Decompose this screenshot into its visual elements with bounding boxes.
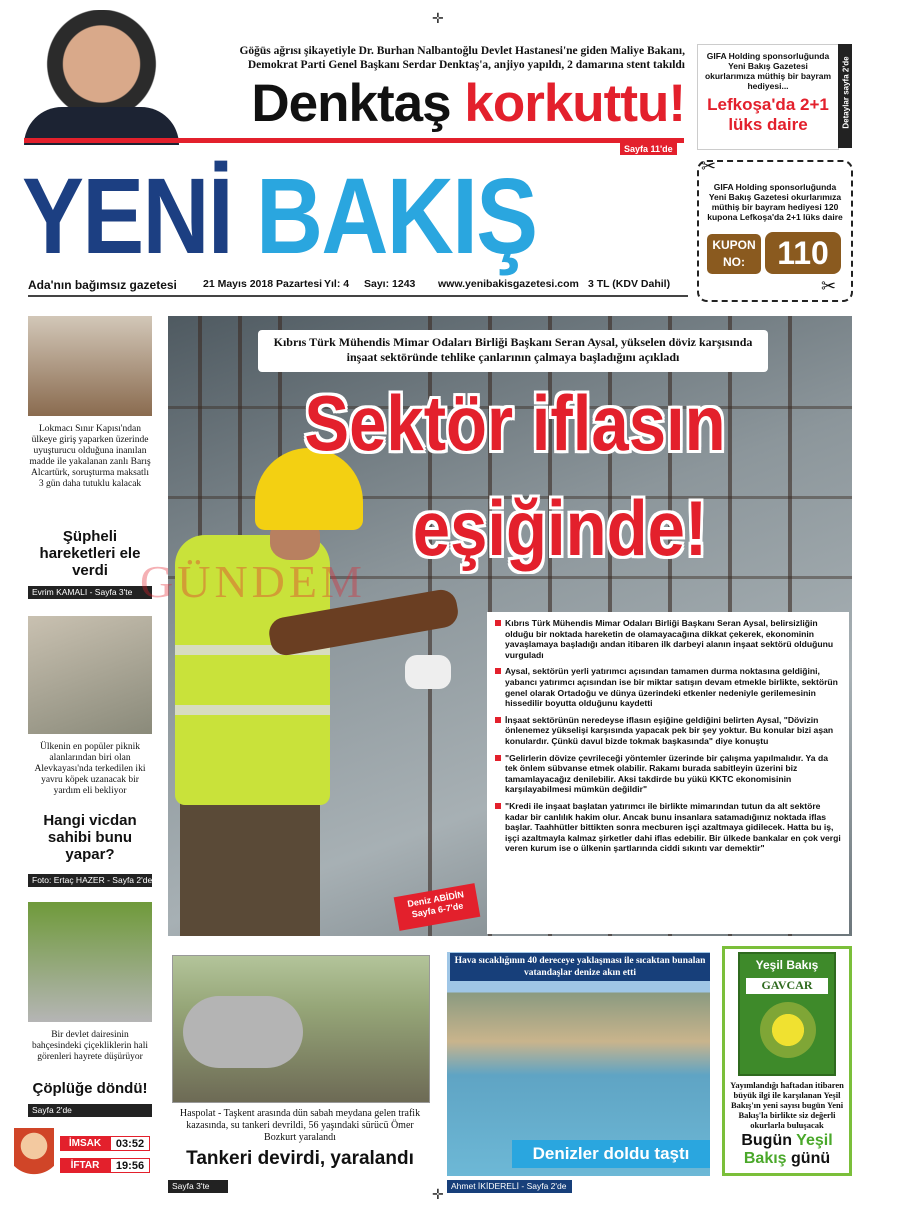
top-story-page-ref: Sayfa 11'de bbox=[620, 143, 677, 155]
tanker-headline[interactable]: Tankeri devirdi, yaralandı bbox=[186, 1148, 414, 1169]
masthead-date: 21 Mayıs 2018 Pazartesi bbox=[203, 278, 323, 290]
yesil-bakis-headline[interactable] bbox=[724, 1132, 850, 1168]
masthead-issue: Sayı: 1243 bbox=[364, 278, 416, 290]
promo-big: Lefkoşa'da 2+1 lüks daire bbox=[707, 95, 829, 134]
top-story-blurb: Göğüs ağrısı şikayetiyle Dr. Burhan Nalbantoğlu Devlet Hastanesi'ne giden Maliye Bakanı, Demokrat Parti Genel Başkanı Serdar Denktaş'a, anjiyo yapıldı, 2 damarına stent takıldı bbox=[239, 45, 685, 71]
watermark: GÜNDEM bbox=[140, 556, 366, 607]
worker-figure bbox=[180, 800, 320, 936]
cover-title: Yeşil Bakış bbox=[755, 958, 819, 972]
imsak-time: 03:52 bbox=[110, 1136, 150, 1151]
promo-box[interactable] bbox=[697, 44, 839, 150]
iftar-label: İFTAR bbox=[60, 1158, 110, 1173]
beach-credit: Ahmet İKİDERELİ - Sayfa 2'de bbox=[447, 1180, 572, 1193]
masthead-name-2: BAKIŞ bbox=[256, 155, 537, 276]
story-paragraph: "Gelirlerin dövize çevrileceği yöntemler üzerinde bir çalışma yapılmalıdır. Ya da tek önlem sübvanse etmek olabilir. Rakamı burada sabitleyin üzerini biz tamamlayacağız denilebilir. Aksi takdirde bu yükü KKTC ekonomisinin karşılayabilmesi mümkün değildir" bbox=[495, 753, 841, 795]
story1-caption: Lokmacı Sınır Kapısı'ndan ülkeye giriş yaparken üzerinde uyuşturucu olduğuna inanılan madde ile yakalanan zanlı Barış Alcartürk, soruşturma maksatlı 3 gün daha tutuklu kalacak bbox=[29, 424, 151, 489]
top-headline-red: korkuttu! bbox=[464, 74, 685, 133]
iftar-time: 19:56 bbox=[110, 1158, 150, 1173]
story1-headline[interactable]: Şüpheli hareketleri ele verdi bbox=[39, 528, 141, 579]
flower-icon bbox=[760, 1002, 816, 1058]
yesil-bakis-cover bbox=[738, 952, 836, 1076]
promo-side-text: Detaylar sayfa 2'de bbox=[841, 56, 851, 129]
story2-credit: Foto: Ertaç HAZER - Sayfa 2'de bbox=[28, 874, 152, 887]
promo-text: GIFA Holding sponsorluğunda Yeni Bakış Gazetesi okurlarımıza müthiş bir bayram hediyesi... bbox=[704, 51, 832, 91]
cover-subtitle: GAVCAR bbox=[746, 978, 828, 994]
main-story-byline: Deniz ABİDİN Sayfa 6-7'de bbox=[394, 883, 481, 931]
masthead-website[interactable]: www.yenibakisgazetesi.com bbox=[438, 278, 579, 290]
story3-caption: Bir devlet dairesinin bahçesindeki çiçekliklerin hali görenleri hayrete düşürüyor bbox=[31, 1030, 149, 1062]
crop-mark-bottom: ✛ bbox=[432, 1186, 444, 1202]
tanker-caption: Haspolat - Taşkent arasında dün sabah meydana gelen trafik kazasında, su tankeri devrildi, 56 yaşındaki sürücü Ömer Bozkurt yaralandı bbox=[179, 1108, 421, 1143]
story-paragraph: "Kredi ile inşaat başlatan yatırımcı ile birlikte mimarından tutun da alt sektöre kadar bir canlılık hakim olur. Ancak bunu insanlara satamadığınız noktada iflas başlar. Taahhütler bittikten sonra mecburen işçi azaltmaya gidilecek. Hatta bu iş, işçi azaltmayla kalmaz şirketler dahi iflas edebilir. Bir ülkede bankalar en çok vergi veren kurum ise o ülkenin şartlarında ciddi sıkıntı var demektir" bbox=[495, 801, 841, 854]
mascot-icon bbox=[14, 1128, 54, 1188]
top-headline-black: Denktaş bbox=[251, 74, 451, 133]
ys-head-post: günü bbox=[791, 1150, 831, 1167]
story-paragraph: Kıbrıs Türk Mühendis Mimar Odaları Birliği Başkanı Seran Aysal, belirsizliğin olduğu bir noktada hareketin de olamayacağına dikkat çekerek, ekonominin yavaşlamaya başladığı andan itibaren ilk darbeyi alanın inşaat sektörü olduğunu vurguladı bbox=[495, 618, 841, 660]
promo-side-tab bbox=[838, 44, 852, 148]
scissors-icon: ✂ bbox=[701, 156, 717, 176]
ys-head-pre: Bugün bbox=[741, 1132, 792, 1149]
crop-mark-top: ✛ bbox=[432, 10, 444, 26]
top-story-headline[interactable] bbox=[140, 74, 685, 134]
story-paragraph: İnşaat sektörünün neredeyse iflasın eşiğine geldiğini belirten Aysal, "Dövizin önlenemez yükselişi karşısında yapacak pek bir şey yoktur. Bu konular bizi aşan konulardır. Çünkü davul bizde tokmak başkasında" diye konuştu bbox=[495, 715, 841, 747]
tanker-credit: Sayfa 3'te bbox=[168, 1180, 228, 1193]
story1-credit: Evrim KAMALI - Sayfa 3'te bbox=[28, 586, 152, 599]
beach-caption: Hava sıcaklığının 40 dereceye yaklaşması ile sıcaktan bunalan vatandaşlar denize akın etti bbox=[450, 953, 710, 981]
coupon-number: 110 bbox=[765, 232, 841, 274]
top-rule bbox=[24, 138, 684, 143]
coupon-label: KUPON NO: bbox=[707, 234, 761, 274]
story2-headline[interactable]: Hangi vicdan sahibi bunu yapar? bbox=[43, 812, 137, 863]
planter-photo bbox=[28, 902, 152, 1022]
tanker-photo bbox=[172, 955, 430, 1103]
imsak-label: İMSAK bbox=[60, 1136, 110, 1151]
masthead-subline bbox=[28, 278, 688, 294]
main-story-deck: Kıbrıs Türk Mühendis Mimar Odaları Birliği Başkanı Seran Aysal, yükselen döviz karşısında inşaat sektöründe tehlike çanlarının çalmaya başladığını açıkladı bbox=[258, 330, 768, 372]
coupon-text: GIFA Holding sponsorluğunda Yeni Bakış Gazetesi okurlarımıza müthiş bir bayram hediyesi 120 kupona Lefkoşa'da 2+1 lüks daire bbox=[707, 182, 843, 222]
story3-headline[interactable]: Çöplüğe döndü! bbox=[32, 1080, 148, 1097]
main-story-text bbox=[487, 612, 849, 934]
masthead-logo[interactable] bbox=[22, 152, 594, 280]
yesil-bakis-caption: Yayımlandığı haftadan itibaren büyük ilgi ile karşılanan Yeşil Bakış'ın yeni sayısı bugün Yeni Bakış'la birlikte siz değerli okurlarla buluşacak bbox=[730, 1080, 844, 1130]
puppy-photo bbox=[28, 616, 152, 734]
worker-glove bbox=[405, 655, 451, 689]
story3-credit: Sayfa 2'de bbox=[28, 1104, 152, 1117]
scissors-icon: ✂ bbox=[821, 276, 837, 296]
coupon-box[interactable] bbox=[697, 156, 853, 302]
ys-head-green: Yeşil Bakış bbox=[743, 1132, 833, 1167]
suspect-photo bbox=[28, 316, 152, 416]
main-headline-line1[interactable]: Sektör iflasın bbox=[304, 379, 726, 467]
beach-headline[interactable]: Denizler doldu taştı bbox=[512, 1140, 710, 1168]
masthead-year: Yıl: 4 bbox=[324, 278, 350, 290]
main-headline-line2[interactable]: eşiğinde! bbox=[412, 484, 708, 572]
story-paragraph: Aysal, sektörün yerli yatırımcı açısından tamamen durma noktasına geldiğini, yabancı yatırımcı açısından ise bir miktar satışın devam etmekle birlikte, sektörün genel olarak Ortadoğu ve dünya üzerindeki etkenler nedeniyle gerilemesinin hissedilir boyutta olduğunu kaydetti bbox=[495, 666, 841, 708]
masthead-name-1: YENİ bbox=[22, 155, 232, 276]
masthead-price: 3 TL (KDV Dahil) bbox=[588, 278, 671, 290]
masthead-tagline: Ada'nın bağımsız gazetesi bbox=[28, 278, 177, 292]
story2-caption: Ülkenin en popüler piknik alanlarından biri olan Alevkayası'nda terkedilen iki yavru köpek uzanacak bir yardım eli bekliyor bbox=[34, 742, 146, 796]
masthead-rule bbox=[28, 295, 688, 297]
